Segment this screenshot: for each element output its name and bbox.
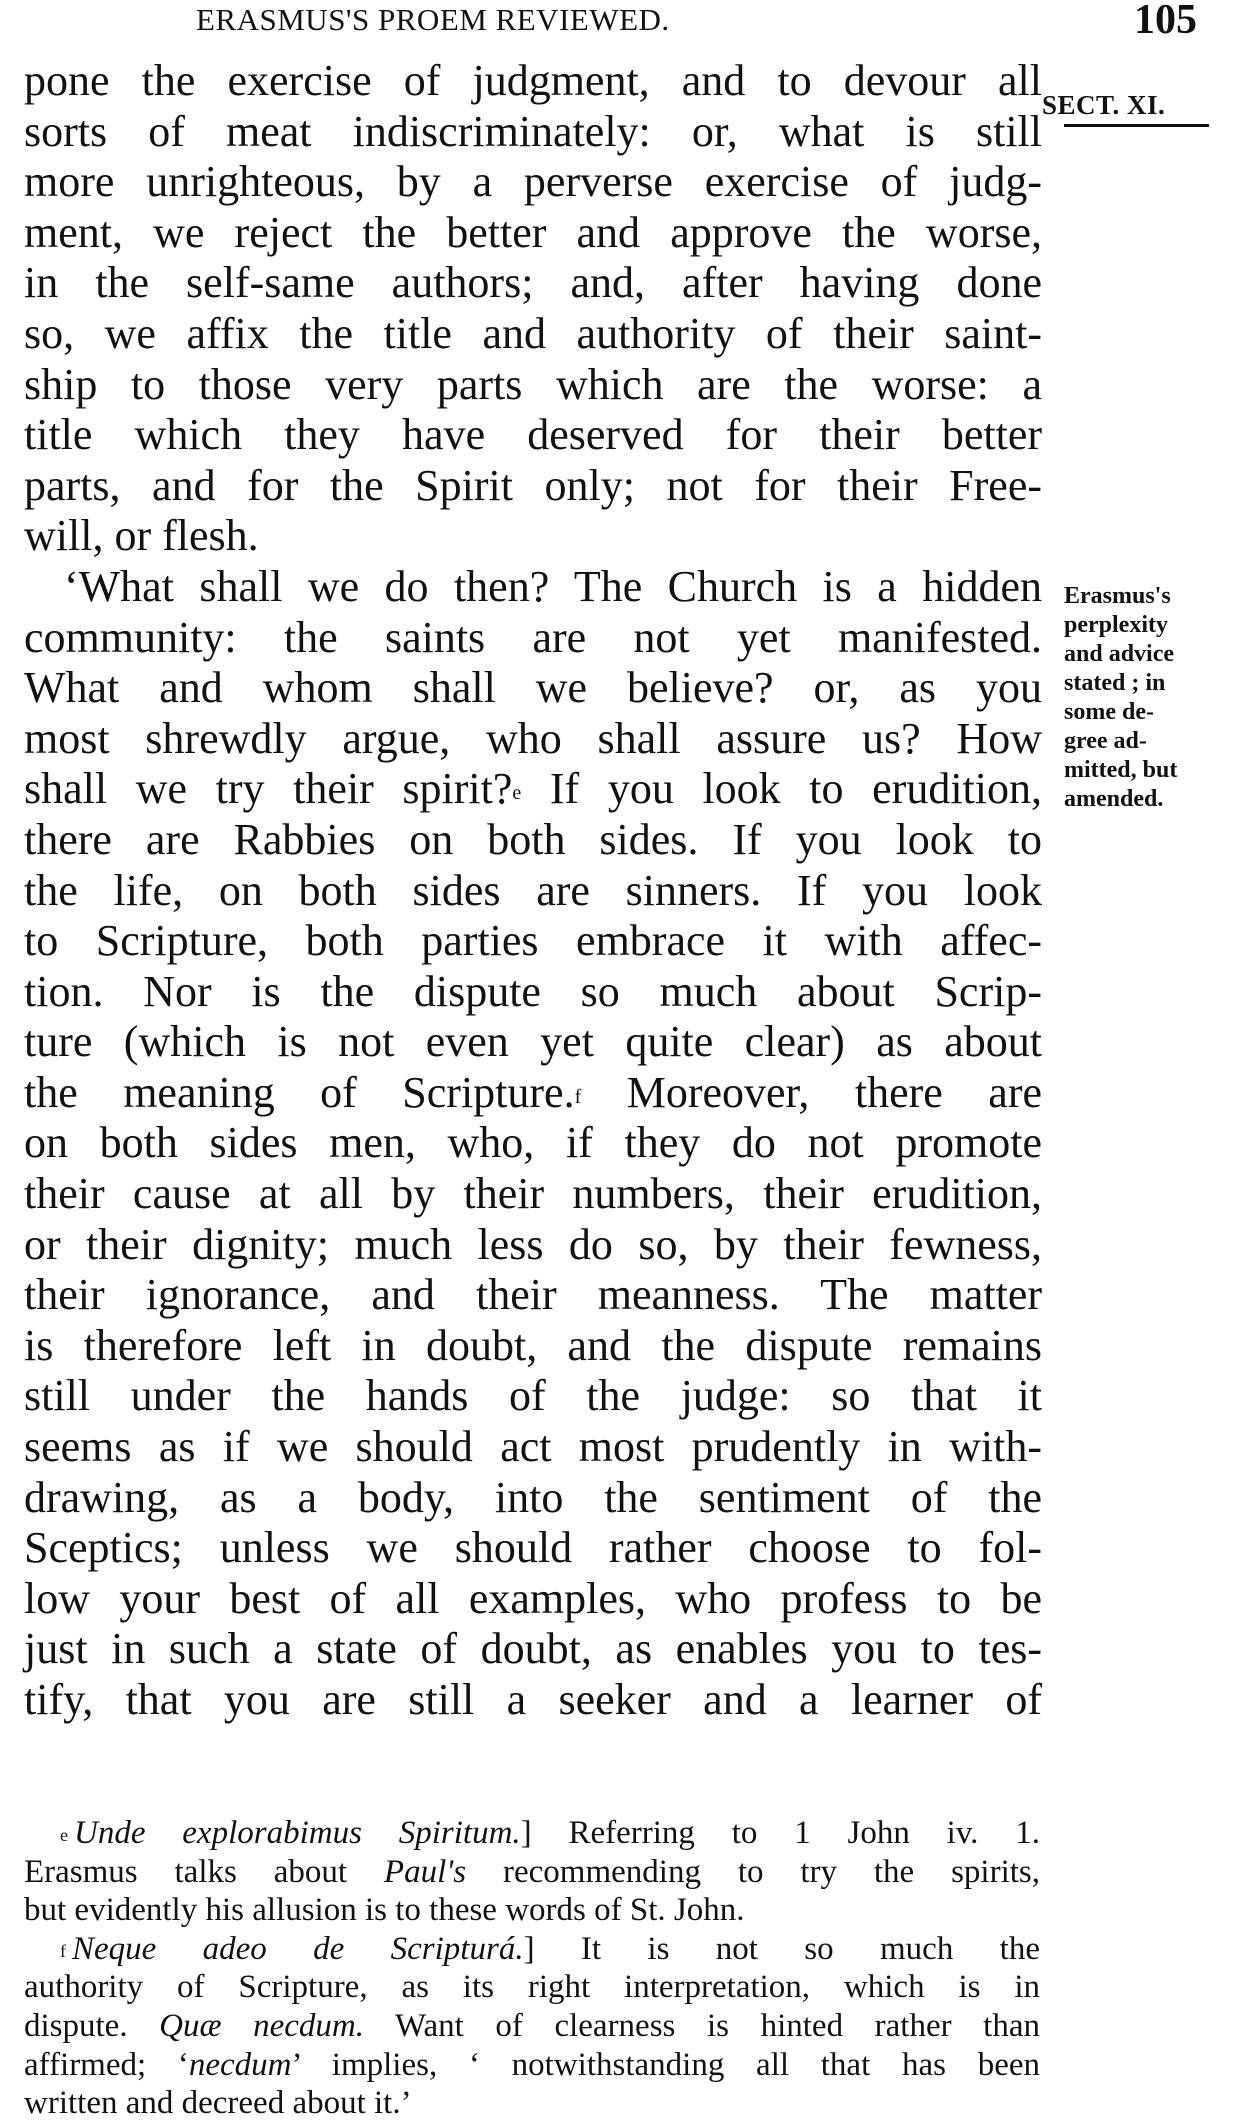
- footnote-mark: f: [60, 1940, 66, 1961]
- body-line: will, or flesh.: [24, 511, 259, 561]
- body-line: seems as if we should act most prudently in with-: [24, 1422, 1042, 1472]
- text-span: affirmed; ‘: [24, 2046, 189, 2083]
- section-label: SECT. XI.: [1042, 90, 1166, 120]
- text-span: Moreover, there are: [581, 1067, 1042, 1117]
- body-line: title which they have deserved for their better: [24, 410, 1042, 460]
- body-line: Sceptics; unless we should rather choose to fol-: [24, 1523, 1042, 1573]
- footnote-lemma: Neque adeo de Scripturá.: [72, 1930, 524, 1967]
- body-line: still under the hands of the judge: so that it: [24, 1371, 1042, 1421]
- page-number: 105: [1134, 0, 1197, 43]
- footnote-lemma: Unde explorabimus Spiritum.: [74, 1815, 521, 1851]
- body-line: ment, we reject the better and approve the worse,: [24, 207, 1042, 257]
- body-line: in the self-same authors; and, after having done: [24, 258, 1042, 308]
- text-span: ’ implies, ‘ notwithstanding all that has been: [291, 2046, 1040, 2083]
- body-line: low your best of all examples, who profess to be: [24, 1573, 1042, 1623]
- text-span: shall we try their spirit?: [24, 764, 513, 814]
- footnote-line: [24, 1853, 1040, 1892]
- body-line: the life, on both sides are sinners. If you look: [24, 865, 1042, 915]
- text-span: the meaning of Scripture.: [24, 1067, 575, 1117]
- footnote-e: [24, 1814, 1040, 1853]
- margin-note-line: and advice: [1064, 641, 1175, 667]
- footnote-line: authority of Scripture, as its right interpretation, which is in: [24, 1969, 1040, 2006]
- text-span: ] Referring to 1 John iv. 1.: [520, 1815, 1040, 1851]
- body-line: or their dignity; much less do so, by their fewness,: [24, 1219, 1042, 1269]
- margin-note-line: perplexity: [1064, 612, 1168, 638]
- body-line: [24, 1068, 1042, 1119]
- footnote-line: [24, 2007, 1040, 2046]
- text-span: Quæ necdum.: [159, 2007, 364, 2044]
- margin-note-line: some de-: [1064, 699, 1154, 725]
- text-span: Want of clearness is hinted rather than: [363, 2007, 1040, 2044]
- body-line: ship to those very parts which are the worse: a: [24, 359, 1042, 409]
- body-line: is therefore left in doubt, and the dispute remains: [24, 1320, 1042, 1370]
- footnote-ref-e[interactable]: e: [512, 782, 522, 805]
- body-line: more unrighteous, by a perverse exercise of judg-: [24, 157, 1042, 207]
- body-line: pone the exercise of judgment, and to devour all: [24, 56, 1042, 105]
- text-span: necdum: [188, 2046, 292, 2083]
- footnote-f: [24, 1930, 1040, 1969]
- body-line: tion. Nor is the dispute so much about Scrip-: [24, 966, 1042, 1016]
- page-header: [0, 0, 1236, 60]
- body-line: most shrewdly argue, who shall assure us? How: [24, 713, 1042, 763]
- body-line: ture (which is not even yet quite clear) as about: [24, 1017, 1042, 1067]
- running-title: ERASMUS'S PROEM REVIEWED.: [196, 2, 670, 37]
- footnote-line: but evidently his allusion is to these words of St. John.: [24, 1892, 745, 1929]
- footnote-mark: e: [60, 1825, 68, 1845]
- text-span: ] It is not so much the: [523, 1930, 1040, 1967]
- margin-note: [1064, 582, 1177, 814]
- body-line: tify, that you are still a seeker and a learner of: [24, 1675, 1042, 1724]
- section-rule: [1064, 124, 1209, 127]
- body-text: [24, 56, 1042, 1726]
- footnotes: [24, 1814, 1040, 2123]
- margin-note-line: mitted, but: [1064, 757, 1178, 783]
- body-line: parts, and for the Spirit only; not for their Free-: [24, 460, 1042, 510]
- body-line: there are Rabbies on both sides. If you look to: [24, 814, 1042, 864]
- body-line: What and whom shall we believe? or, as you: [24, 663, 1042, 713]
- text-span: dispute.: [24, 2007, 160, 2044]
- margin-note-line: Erasmus's: [1064, 583, 1171, 609]
- margin-note-line: gree ad-: [1064, 728, 1147, 754]
- body-line: to Scripture, both parties embrace it with affec-: [24, 916, 1042, 966]
- text-span: Paul's: [383, 1853, 467, 1890]
- body-line: their cause at all by their numbers, their erudition,: [24, 1169, 1042, 1219]
- margin-note-line: stated ; in: [1064, 670, 1166, 696]
- body-line: [24, 764, 1042, 815]
- body-line: sorts of meat indiscriminately: or, what is still: [24, 106, 1042, 156]
- text-span: recommending to try the spirits,: [466, 1853, 1040, 1890]
- body-line: on both sides men, who, if they do not promote: [24, 1118, 1042, 1168]
- body-line: ‘What shall we do then? The Church is a hidden: [64, 561, 1042, 611]
- body-line: drawing, as a body, into the sentiment of the: [24, 1472, 1042, 1522]
- footnote-line: written and decreed about it.’: [24, 2085, 412, 2122]
- body-line: their ignorance, and their meanness. The matter: [24, 1270, 1042, 1320]
- body-line: so, we affix the title and authority of their saint-: [24, 308, 1042, 358]
- text-span: If you look to erudition,: [521, 764, 1042, 814]
- text-span: Erasmus talks about: [24, 1853, 384, 1890]
- footnote-ref-f[interactable]: f: [574, 1085, 582, 1108]
- body-line: just in such a state of doubt, as enables you to tes-: [24, 1624, 1042, 1674]
- footnote-line: [24, 2046, 1040, 2085]
- margin-note-line: amended.: [1064, 786, 1164, 812]
- body-line: community: the saints are not yet manifested.: [24, 612, 1042, 662]
